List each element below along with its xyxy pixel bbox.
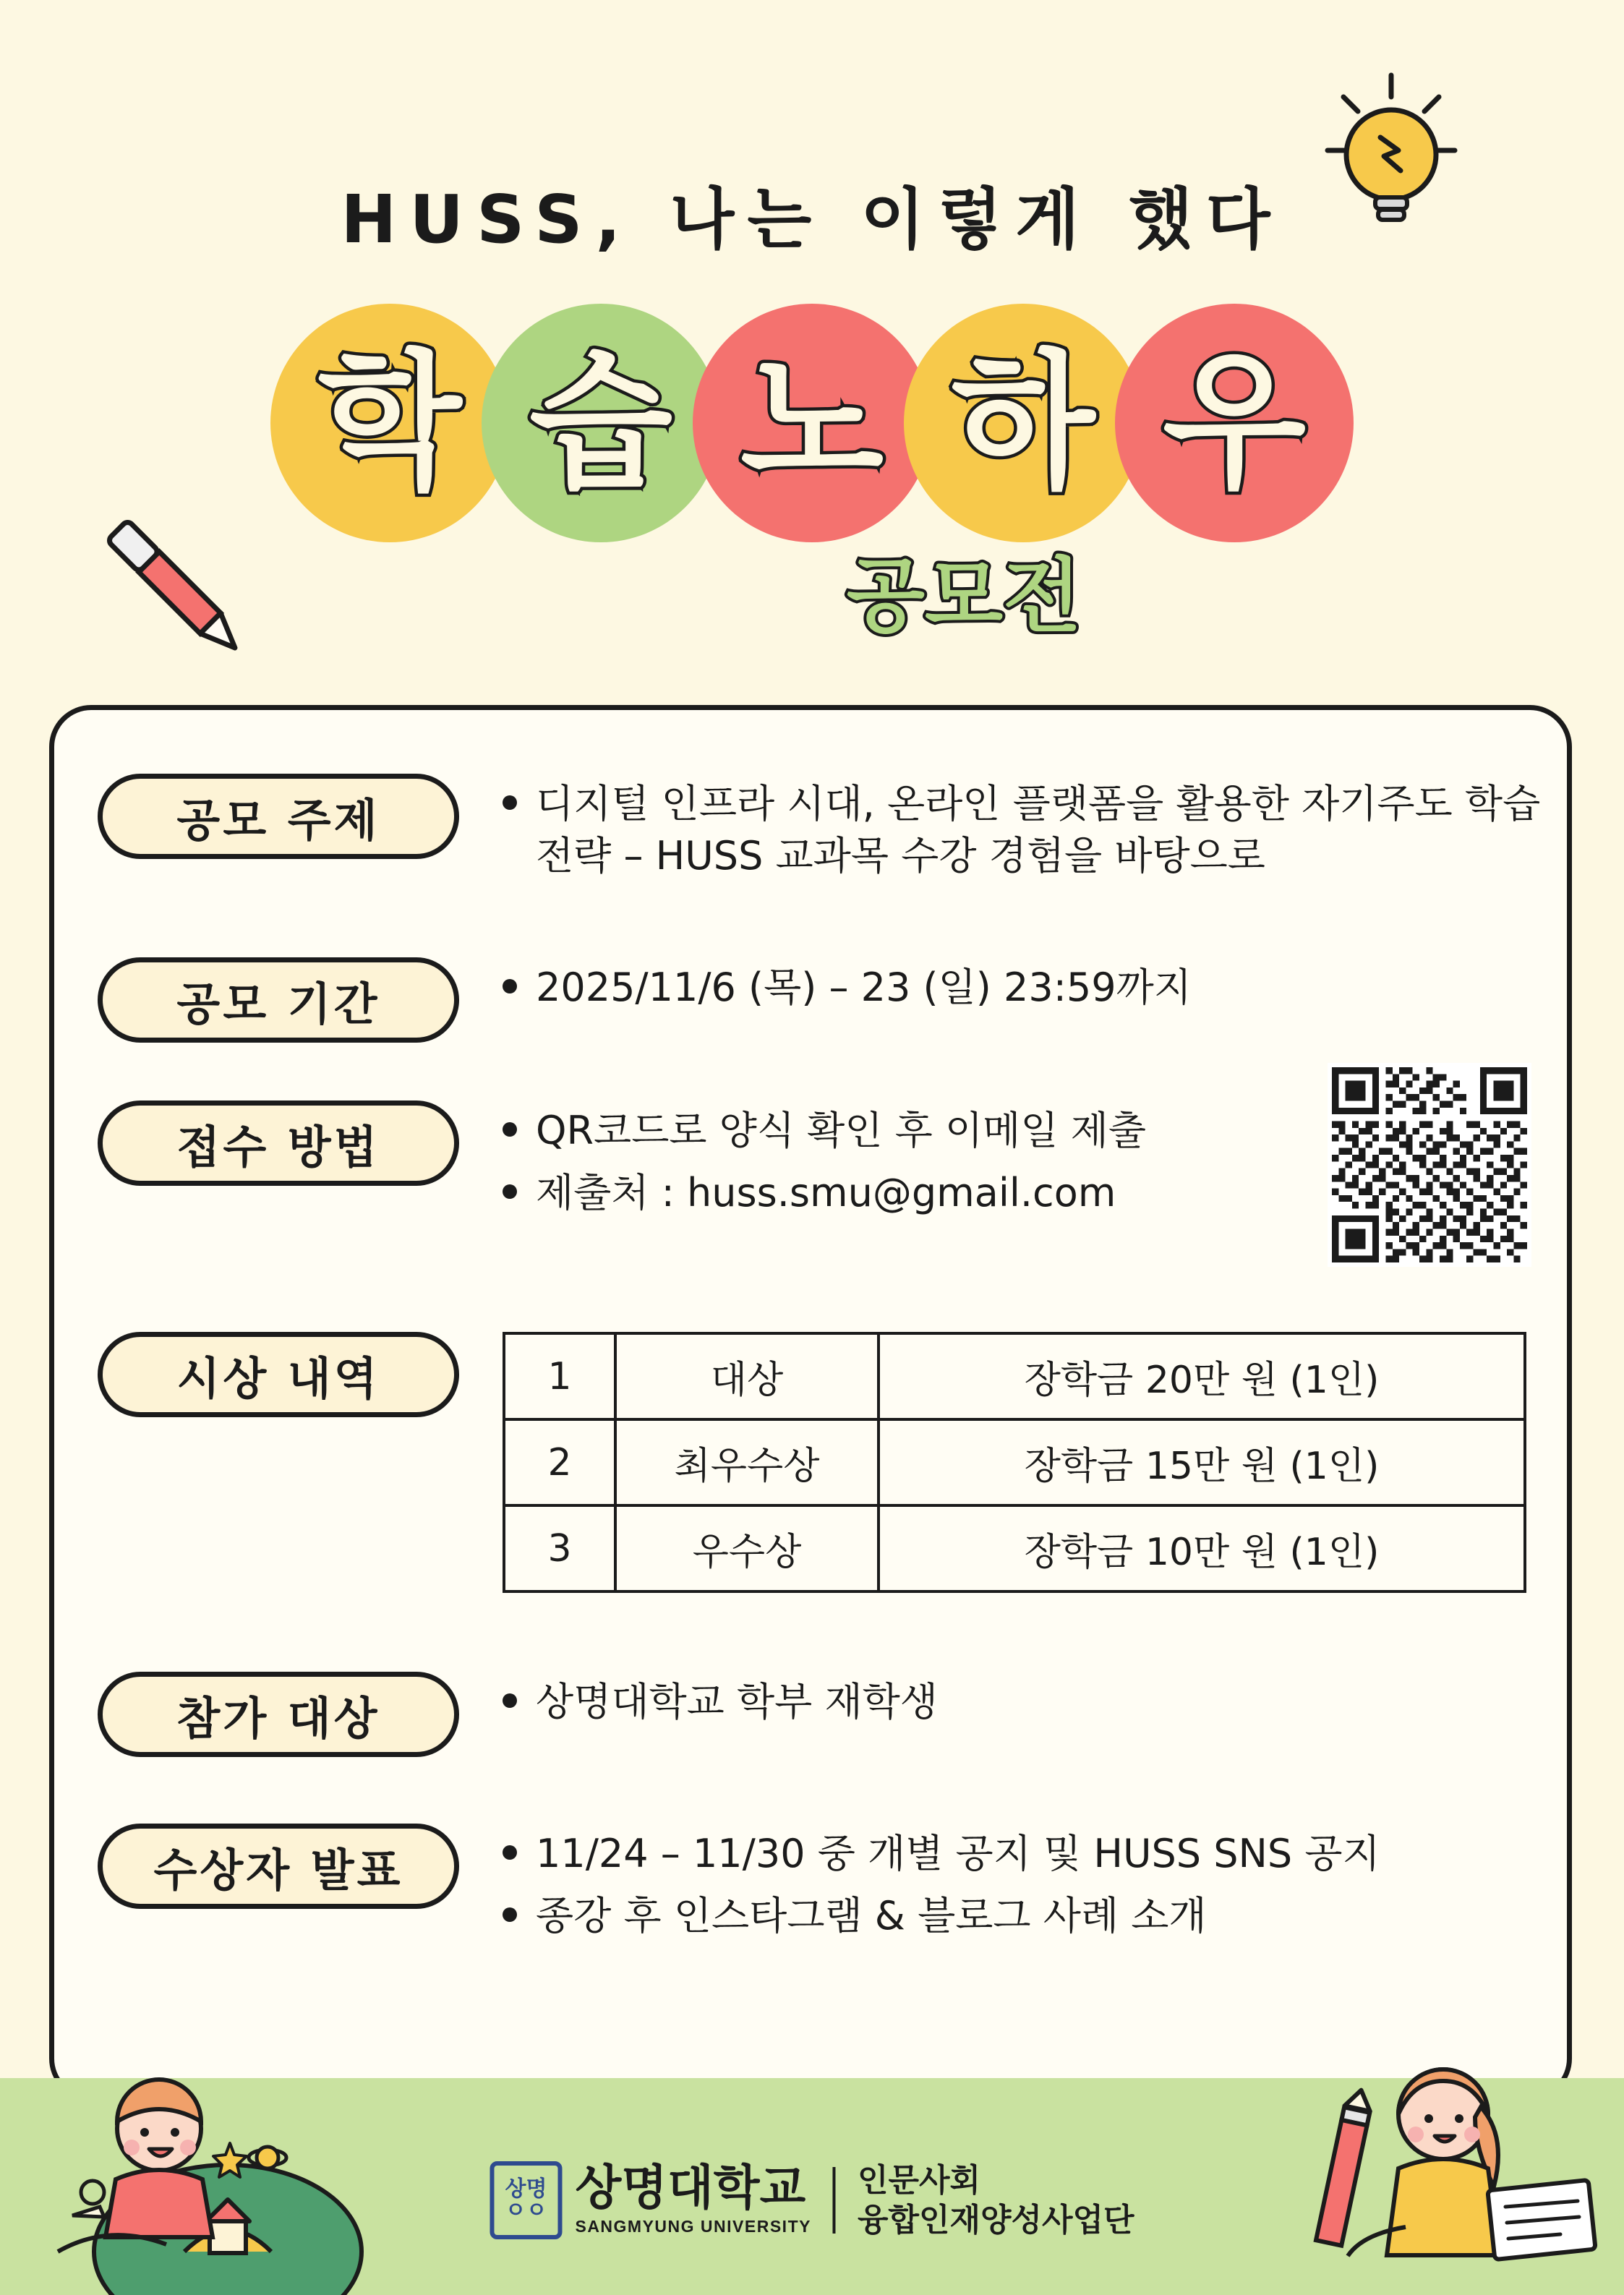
- section-tag: 공모 기간: [98, 957, 459, 1043]
- prize-name: 우수상: [615, 1505, 879, 1591]
- university-name-kr: 상명대학교: [575, 2160, 806, 2215]
- bullet-item: [503, 1828, 1380, 1880]
- qr-code[interactable]: [1328, 1063, 1531, 1267]
- bullet-text: 상명대학교 학부 재학생: [536, 1679, 938, 1725]
- bullet-dot: [503, 1693, 517, 1708]
- subword: 공모전: [846, 550, 1082, 644]
- word-circles: [0, 304, 1624, 542]
- bullet-dot: [503, 1184, 517, 1199]
- subword-row: [0, 531, 1624, 648]
- word-circle-3: [693, 304, 931, 542]
- bullet-item: [503, 1676, 938, 1728]
- section-tag: 공모 주제: [98, 774, 459, 859]
- sangmyung-logo-icon: [490, 2161, 562, 2239]
- bullet-text: 제출처 : huss.smu@gmail.com: [536, 1169, 1116, 1215]
- department-line-1: 인문사회: [857, 2162, 980, 2199]
- section-content: [503, 957, 1192, 1024]
- bullet-item: [503, 1890, 1380, 1942]
- table-row: [504, 1333, 1525, 1419]
- section-submission: [98, 1101, 1146, 1229]
- bullet-text: 2025/11/6 (목) – 23 (일) 23:59까지: [536, 965, 1192, 1010]
- bullet-dot: [503, 979, 517, 993]
- bullet-text: 11/24 – 11/30 중 개별 공지 및 HUSS SNS 공지: [536, 1831, 1380, 1876]
- prize-table: [503, 1332, 1526, 1593]
- word-circle-2: [482, 304, 720, 542]
- bullet-dot: [503, 795, 517, 810]
- bullet-text: 디지털 인프라 시대, 온라인 플랫폼을 활용한 자기주도 학습 전략 – HUSS 교과목 수강 경험을 바탕으로: [536, 781, 1541, 879]
- section-period: [98, 957, 1192, 1043]
- word-circle-letter: 노: [740, 336, 884, 509]
- university-names: [575, 2160, 811, 2236]
- department-line-2: 융합인재양성사업단: [857, 2202, 1134, 2239]
- bullet-item: [503, 778, 1567, 882]
- word-circle-1: [270, 304, 509, 542]
- section-content: [503, 1101, 1146, 1229]
- section-content: [503, 774, 1567, 892]
- logo-mark-top: 상명: [505, 2176, 547, 2202]
- bullet-text: QR코드로 양식 확인 후 이메일 제출: [536, 1108, 1146, 1153]
- section-announcement: [98, 1824, 1380, 1952]
- bullet-text: 종강 후 인스타그램 & 블로그 사례 소개: [536, 1892, 1207, 1939]
- section-content: [503, 1824, 1380, 1952]
- table-row: [504, 1505, 1525, 1591]
- prize-name: 대상: [615, 1333, 879, 1419]
- kid-left-illustration: [29, 2035, 405, 2295]
- prize-rank: 3: [504, 1505, 615, 1591]
- prize-rank: 2: [504, 1419, 615, 1505]
- word-circle-4: [904, 304, 1142, 542]
- word-circle-letter: 하: [951, 336, 1095, 509]
- section-tag: 접수 방법: [98, 1101, 459, 1186]
- bullet-item: [503, 1105, 1146, 1157]
- section-tag: 수상자 발표: [98, 1824, 459, 1909]
- prize-amount: 장학금 15만 원 (1인): [879, 1419, 1525, 1505]
- table-row: [504, 1419, 1525, 1505]
- bullet-dot: [503, 1907, 517, 1922]
- word-circle-letter: 학: [317, 336, 462, 509]
- poster-headline: HUSS, 나는 이렇게 했다: [341, 181, 1283, 258]
- section-topic: [98, 774, 1567, 892]
- prize-rank: 1: [504, 1333, 615, 1419]
- section-eligibility: [98, 1672, 938, 1757]
- word-circle-letter: 우: [1162, 336, 1307, 509]
- logo-divider: [833, 2167, 836, 2234]
- bullet-dot: [503, 1845, 517, 1860]
- poster-headline-row: [0, 166, 1624, 262]
- department-name: [858, 2161, 1134, 2240]
- kid-right-illustration: [1226, 2020, 1602, 2295]
- section-tag: 시상 내역: [98, 1332, 459, 1417]
- university-name-en: SANGMYUNG UNIVERSITY: [575, 2217, 811, 2236]
- bullet-item: [503, 1167, 1146, 1219]
- prize-amount: 장학금 10만 원 (1인): [879, 1505, 1525, 1591]
- section-content: [503, 1672, 938, 1738]
- logo-mark-bottom: ㅇㅇ: [505, 2198, 547, 2223]
- section-tag: 참가 대상: [98, 1672, 459, 1757]
- info-card: [49, 705, 1572, 2100]
- word-circle-5: [1115, 304, 1354, 542]
- bullet-dot: [503, 1122, 517, 1137]
- footer-logo: [490, 2161, 1134, 2240]
- prize-name: 최우수상: [615, 1419, 879, 1505]
- word-circle-letter: 습: [529, 336, 673, 509]
- bullet-item: [503, 962, 1192, 1014]
- prize-amount: 장학금 20만 원 (1인): [879, 1333, 1525, 1419]
- section-prizes: [98, 1332, 1526, 1593]
